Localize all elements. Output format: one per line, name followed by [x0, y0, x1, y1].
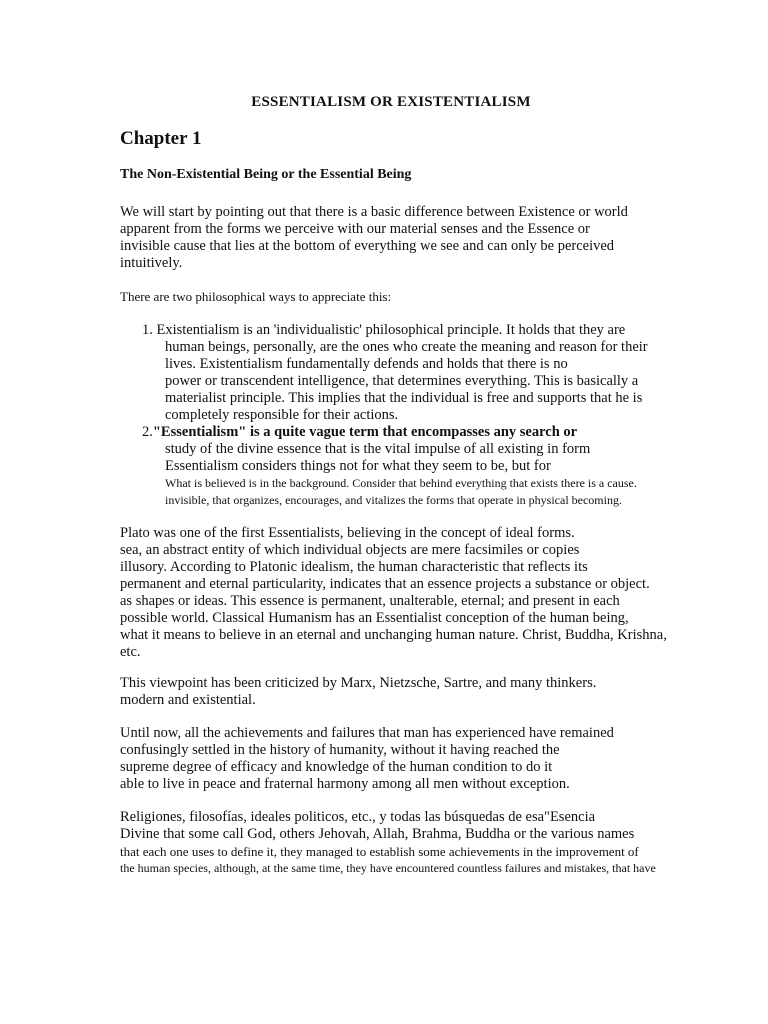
document-title: ESSENTIALISM OR EXISTENTIALISM: [251, 94, 531, 110]
text-line: completely responsible for their actions.: [165, 407, 399, 423]
paragraph-achievements: [120, 725, 740, 793]
text-line: Divine that some call God, others Jehovah, Allah, Brahma, Buddha or the various names: [120, 826, 635, 842]
text-line: Plato was one of the first Essentialists, believing in the concept of ideal forms.: [120, 525, 575, 541]
text-line: This viewpoint has been criticized by Marx, Nietzsche, Sartre, and many thinkers.: [120, 675, 597, 691]
paragraph-plato: [120, 525, 740, 661]
text-line: intuitively.: [120, 255, 183, 271]
text-line: apparent from the forms we perceive with our material senses and the Essence or: [120, 221, 590, 237]
list-item-essentialism: [120, 424, 740, 509]
text-line: etc.: [120, 644, 141, 660]
text-line: invisible cause that lies at the bottom of everything we see and can only be perceived: [120, 238, 615, 254]
paragraph-religions: [120, 809, 740, 877]
text-line: power or transcendent intelligence, that determines everything. This is basically a: [165, 373, 639, 389]
text-line: invisible, that organizes, encourages, and vitalizes the forms that operate in physical becoming.: [165, 493, 622, 507]
text-line: [120, 424, 740, 441]
paragraph-criticism: [120, 675, 740, 709]
text-line: permanent and eternal particularity, indicates that an essence projects a substance or object.: [120, 576, 650, 592]
text-line: materialist principle. This implies that the individual is free and supports that he is: [165, 390, 643, 406]
text-line: illusory. According to Platonic idealism, the human characteristic that reflects its: [120, 559, 588, 575]
text-line: sea, an abstract entity of which individual objects are mere facsimiles or copies: [120, 542, 580, 558]
text-line: possible world. Classical Humanism has an Essentialist conception of the human being,: [120, 610, 629, 626]
text-line: There are two philosophical ways to appreciate this:: [120, 289, 392, 304]
text-line: able to live in peace and fraternal harmony among all men without exception.: [120, 776, 570, 792]
text-line: what it means to believe in an eternal and unchanging human nature. Christ, Buddha, Krishna,: [120, 627, 667, 643]
text-line: human beings, personally, are the ones who create the meaning and reason for their: [165, 339, 648, 355]
text-line: Religiones, filosofías, ideales politicos, etc., y todas las búsquedas de esa"Esencia: [120, 809, 596, 825]
text-line: What is believed is in the background. Consider that behind everything that exists there is a cause.: [165, 476, 637, 490]
text-line: study of the divine essence that is the vital impulse of all existing in form: [165, 441, 591, 457]
text-line: supreme degree of efficacy and knowledge of the human condition to do it: [120, 759, 553, 775]
paragraph-intro: [120, 204, 740, 272]
paragraph-two-ways: [120, 288, 740, 305]
text-line: modern and existential.: [120, 692, 256, 708]
bold-lead-text: "Essentialism" is a quite vague term that encompasses any search or: [152, 424, 578, 440]
text-line: We will start by pointing out that there is a basic difference between Existence or world: [120, 204, 628, 220]
text-line: Until now, all the achievements and failures that man has experienced have remained: [120, 725, 614, 741]
section-subtitle: The Non-Existential Being or the Essential Being: [120, 167, 412, 182]
text-line: Essentialism considers things not for what they seem to be, but for: [165, 458, 551, 474]
text-line: as shapes or ideas. This essence is permanent, unalterable, eternal; and present in each: [120, 593, 620, 609]
text-line: lives. Existentialism fundamentally defends and holds that there is no: [165, 356, 568, 372]
text-line: the human species, although, at the same time, they have encountered countless failures and mistakes, that have: [120, 861, 656, 875]
list-item-existentialism: [120, 322, 740, 424]
chapter-heading: Chapter 1: [120, 128, 202, 149]
text-line: confusingly settled in the history of humanity, without it having reached the: [120, 742, 560, 758]
list-number: 2.: [142, 424, 153, 440]
text-line: 1. Existentialism is an 'individualistic' philosophical principle. It holds that they are: [142, 322, 626, 338]
text-line: that each one uses to define it, they managed to establish some achievements in the improvement of: [120, 844, 639, 859]
